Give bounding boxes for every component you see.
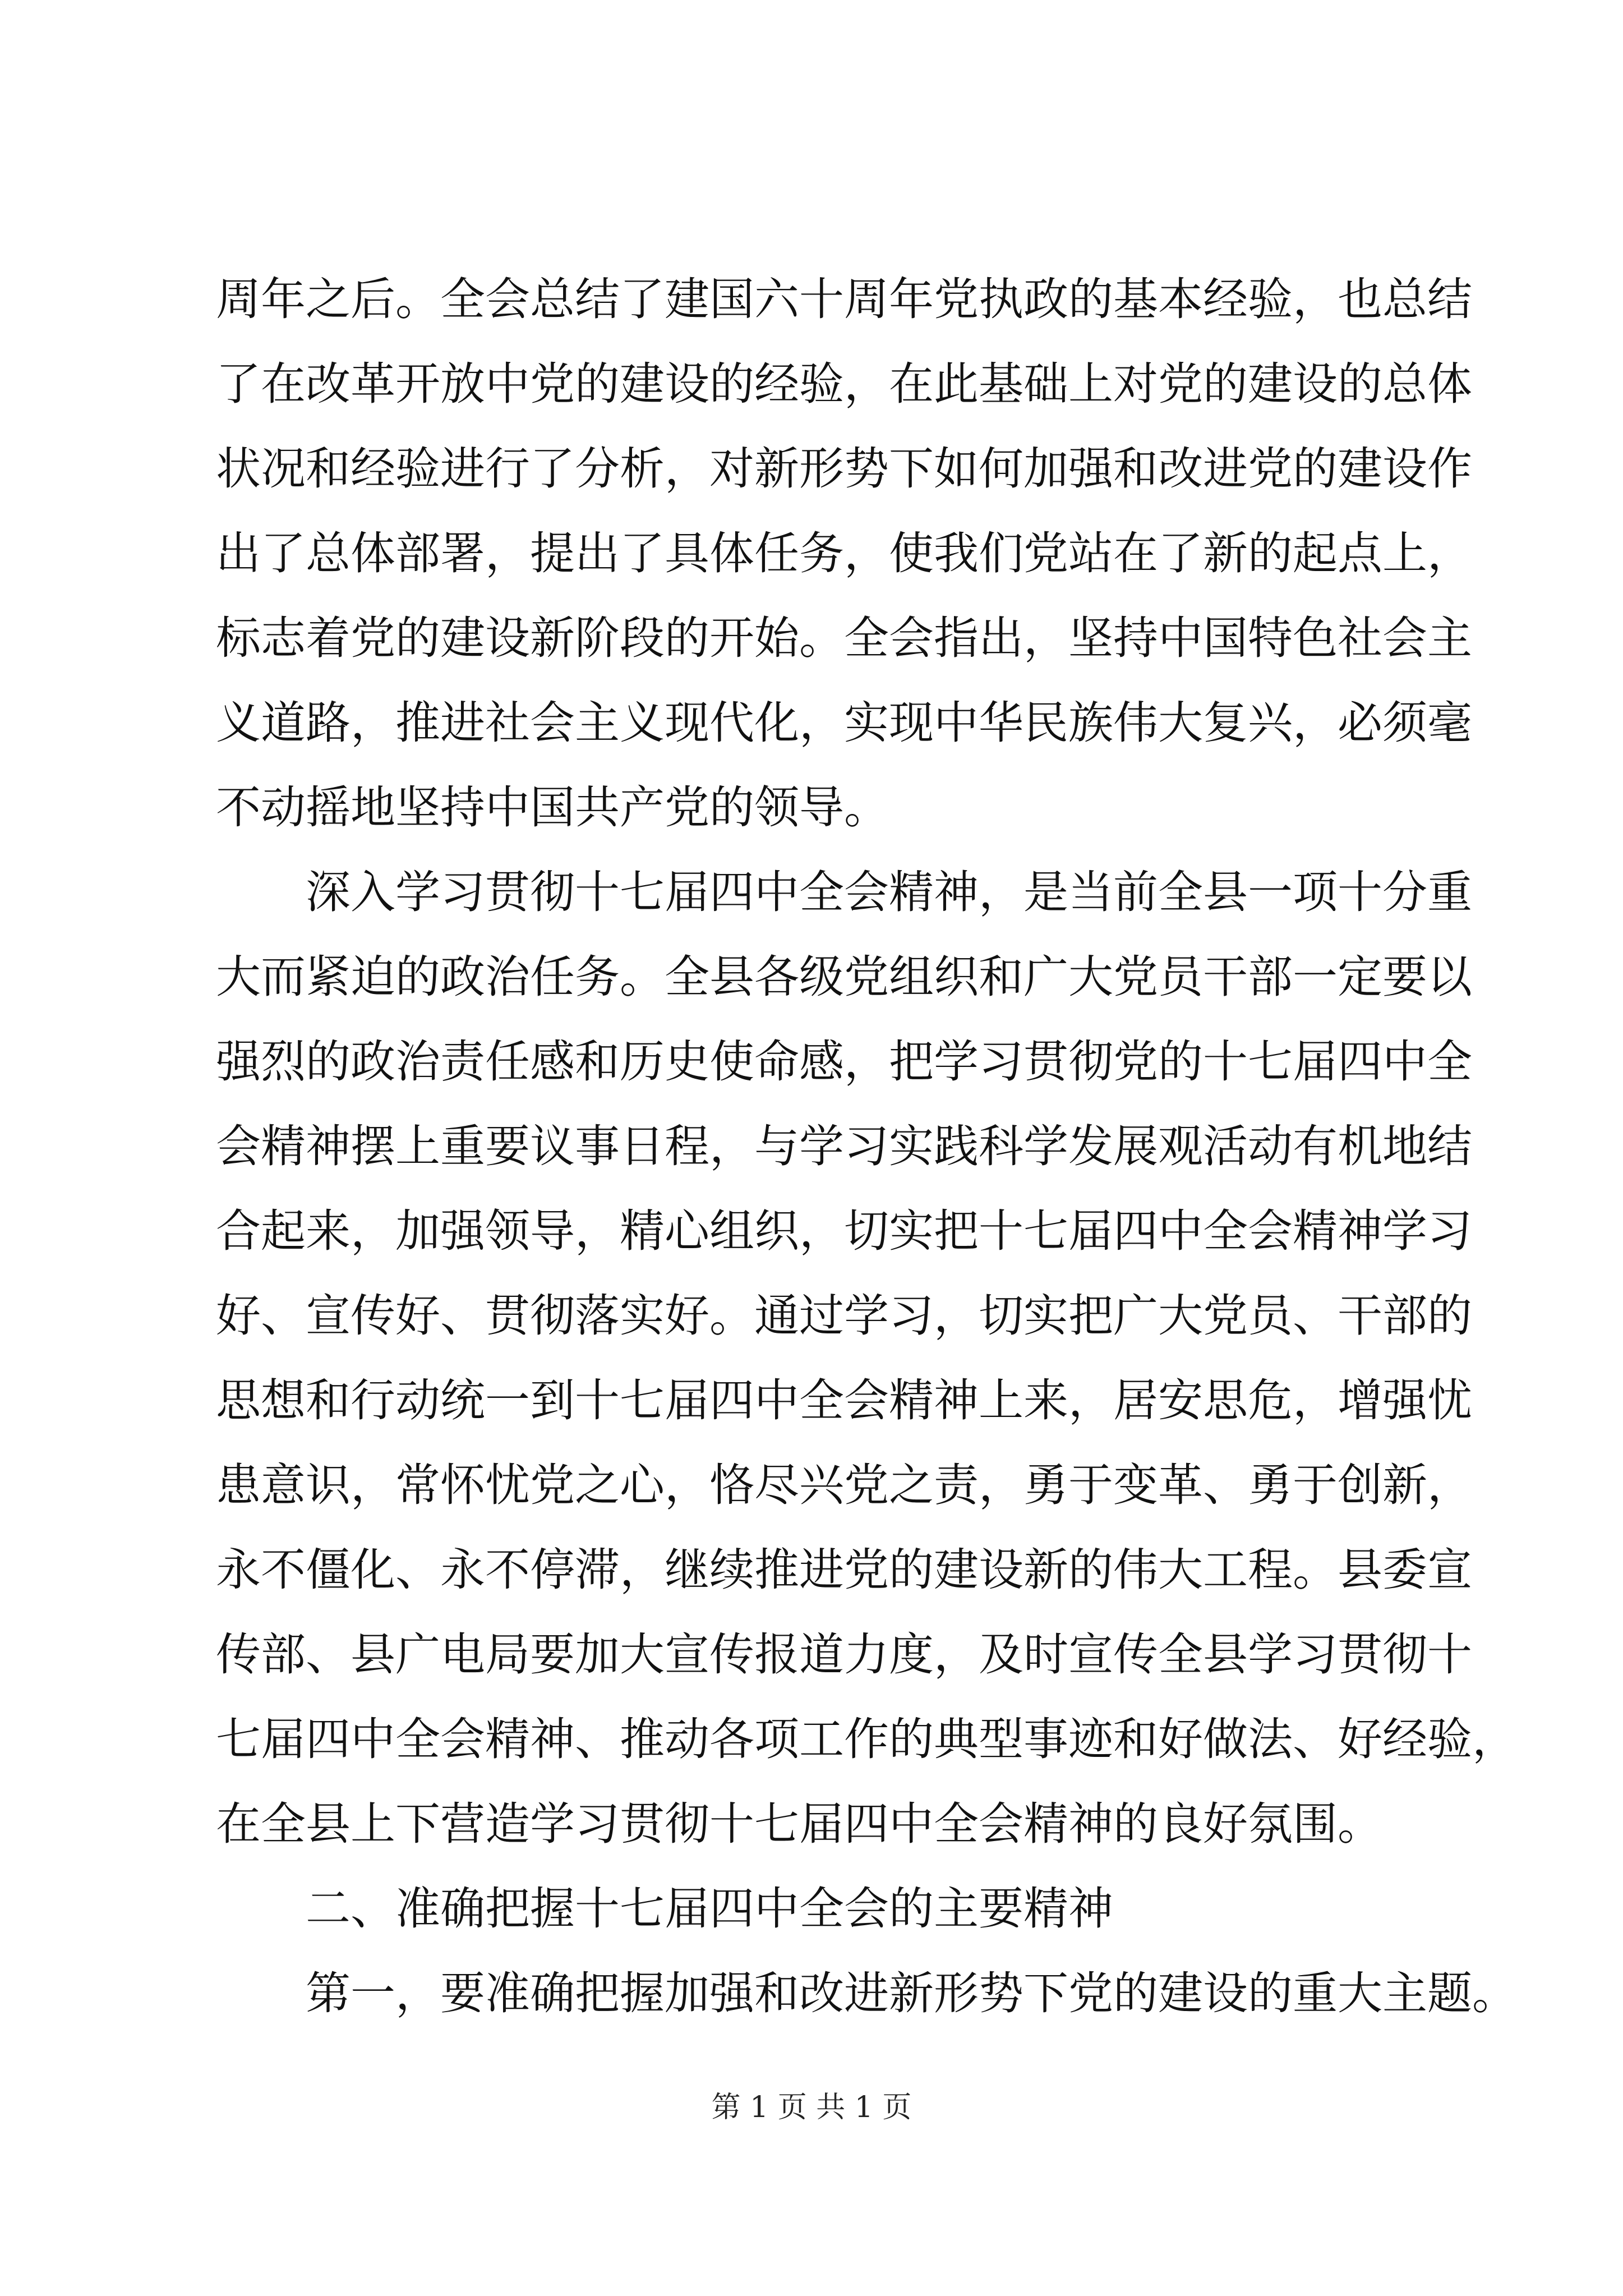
text-line: 二、准确把握十七届四中全会的主要精神 bbox=[306, 1883, 1113, 1935]
paragraph bbox=[216, 1866, 1427, 1951]
text-line: 好、宣传好、贯彻落实好。通过学习，切实把广大党员、干部的 bbox=[216, 1290, 1472, 1342]
text-line: 周年之后。全会总结了建国六十周年党执政的基本经验，也总结 bbox=[216, 273, 1472, 325]
text-line: 强烈的政治责任感和历史使命感，把学习贯彻党的十七届四中全 bbox=[216, 1036, 1472, 1088]
text-line: 大而紧迫的政治任务。全县各级党组织和广大党员干部一定要以 bbox=[216, 951, 1472, 1003]
text-line: 了在改革开放中党的建设的经验，在此基础上对党的建设的总体 bbox=[216, 358, 1472, 410]
paragraph bbox=[216, 1951, 1517, 2036]
text-line: 不动摇地坚持中国共产党的领导。 bbox=[216, 781, 889, 834]
text-line: 第一，要准确把握加强和改进新形势下党的建设的重大主题。 bbox=[306, 1967, 1517, 2019]
text-line: 传部、县广电局要加大宣传报道力度，及时宣传全县学习贯彻十 bbox=[216, 1628, 1472, 1681]
text-line: 出了总体部署，提出了具体任务，使我们党站在了新的起点上， bbox=[216, 527, 1472, 579]
text-line: 七届四中全会精神、推动各项工作的典型事迹和好做法、好经验， bbox=[216, 1713, 1517, 1765]
text-line: 义道路，推进社会主义现代化，实现中华民族伟大复兴，必须毫 bbox=[216, 697, 1472, 749]
paragraph bbox=[216, 257, 1472, 850]
document-body bbox=[216, 257, 1517, 2036]
text-line: 患意识，常怀忧党之心，恪尽兴党之责，勇于变革、勇于创新， bbox=[216, 1459, 1472, 1511]
text-line: 永不僵化、永不停滞，继续推进党的建设新的伟大工程。县委宣 bbox=[216, 1544, 1472, 1596]
text-line: 状况和经验进行了分析，对新形势下如何加强和改进党的建设作 bbox=[216, 443, 1472, 495]
page-footer: 第 1 页 共 1 页 bbox=[711, 2091, 912, 2124]
text-line: 深入学习贯彻十七届四中全会精神，是当前全县一项十分重 bbox=[306, 866, 1472, 918]
paragraph bbox=[216, 850, 1517, 1866]
text-line: 标志着党的建设新阶段的开始。全会指出，坚持中国特色社会主 bbox=[216, 612, 1472, 664]
text-line: 合起来，加强领导，精心组织，切实把十七届四中全会精神学习 bbox=[216, 1205, 1472, 1257]
text-line: 思想和行动统一到十七届四中全会精神上来，居安思危，增强忧 bbox=[216, 1374, 1472, 1427]
text-line: 会精神摆上重要议事日程，与学习实践科学发展观活动有机地结 bbox=[216, 1120, 1472, 1172]
text-line: 在全县上下营造学习贯彻十七届四中全会精神的良好氛围。 bbox=[216, 1798, 1382, 1850]
